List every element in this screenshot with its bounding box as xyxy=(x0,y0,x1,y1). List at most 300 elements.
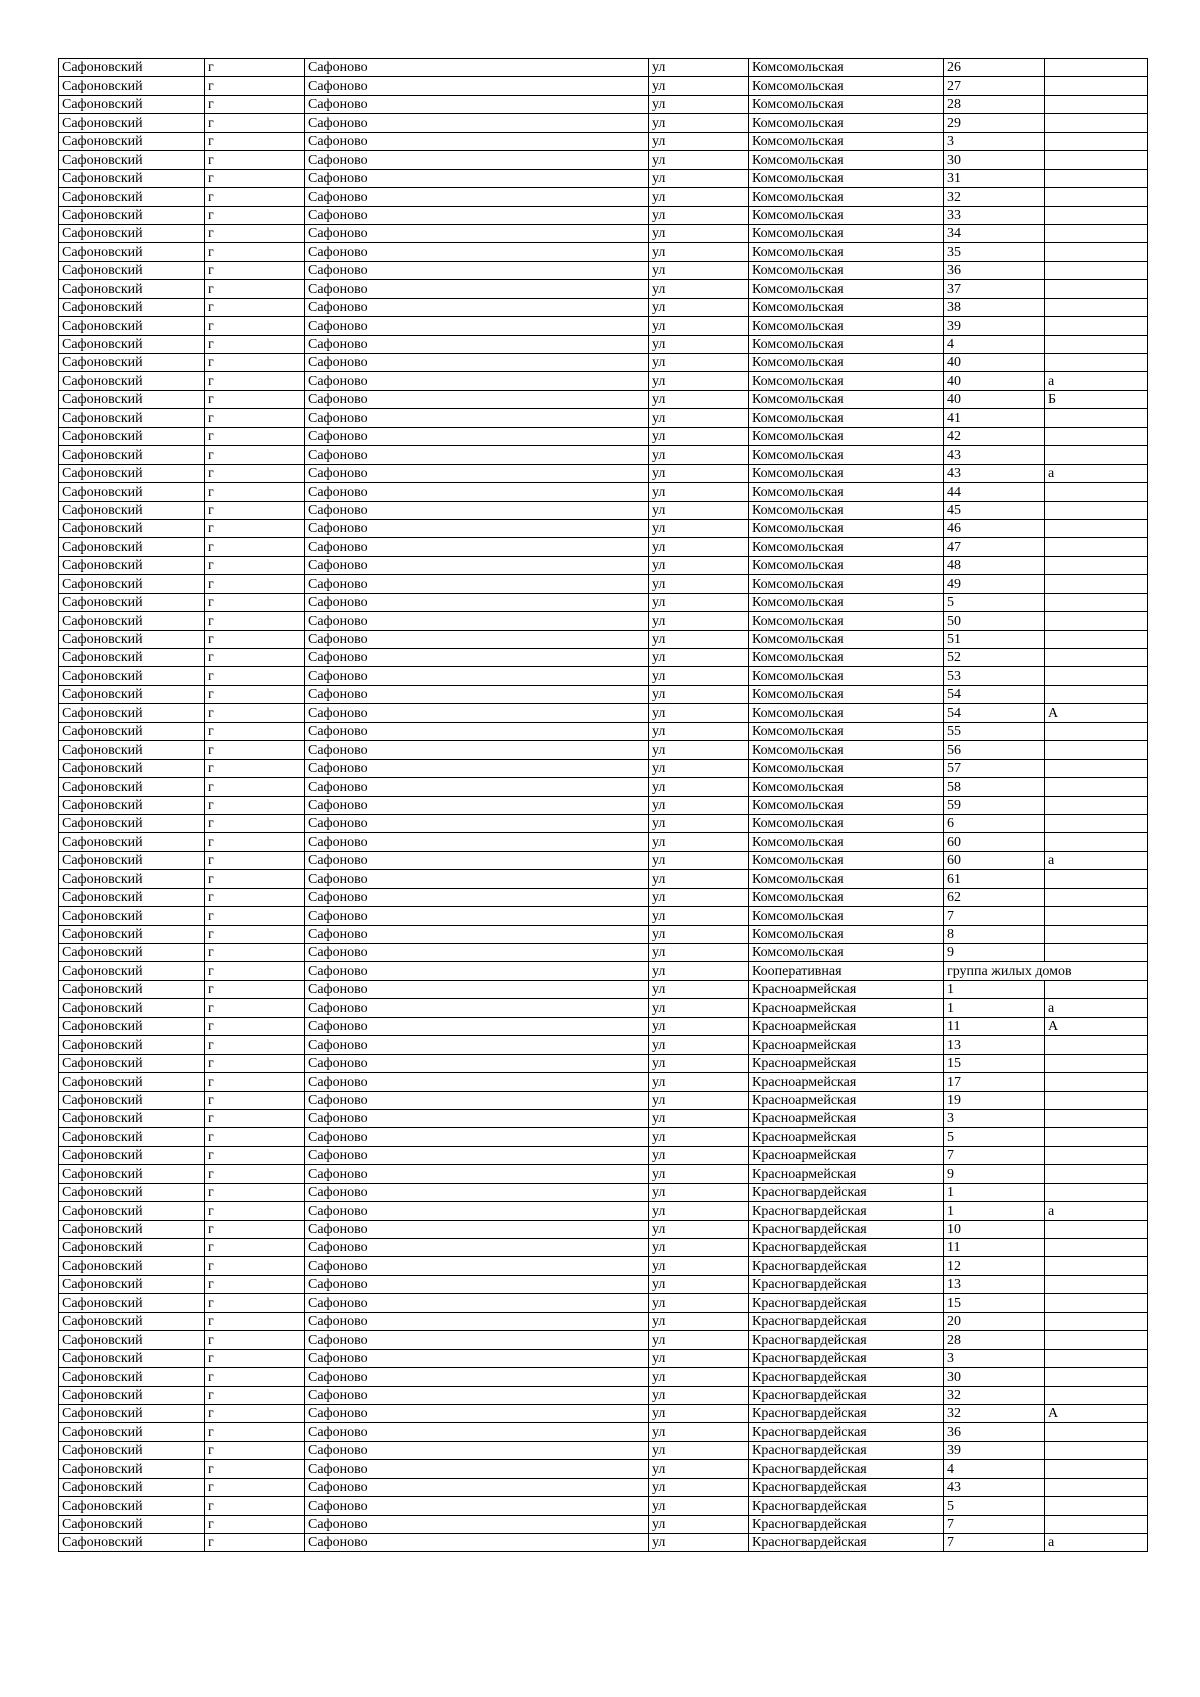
table-row xyxy=(59,483,1148,501)
settlement-type-cell: г xyxy=(205,1497,305,1515)
street-type-cell: ул xyxy=(649,280,749,298)
house-number-cell: 13 xyxy=(944,1036,1045,1054)
table-row xyxy=(59,1460,1148,1478)
street-cell: Красноармейская xyxy=(749,1146,944,1164)
street-cell: Красногвардейская xyxy=(749,1294,944,1312)
street-type-cell: ул xyxy=(649,151,749,169)
settlement-type-cell: г xyxy=(205,1404,305,1422)
settlement-cell: Сафоново xyxy=(305,317,649,335)
table-row xyxy=(59,1054,1148,1072)
street-cell: Красногвардейская xyxy=(749,1441,944,1459)
district-cell: Сафоновский xyxy=(59,151,205,169)
building-letter-cell xyxy=(1045,169,1148,187)
district-cell: Сафоновский xyxy=(59,1386,205,1404)
street-cell: Комсомольская xyxy=(749,519,944,537)
settlement-type-cell: г xyxy=(205,944,305,962)
table-row xyxy=(59,519,1148,537)
building-letter-cell xyxy=(1045,1220,1148,1238)
house-number-cell: 33 xyxy=(944,206,1045,224)
settlement-type-cell: г xyxy=(205,722,305,740)
building-letter-cell xyxy=(1045,1146,1148,1164)
table-row xyxy=(59,1257,1148,1275)
house-number-cell: 30 xyxy=(944,151,1045,169)
settlement-cell: Сафоново xyxy=(305,685,649,703)
building-letter-cell xyxy=(1045,409,1148,427)
settlement-cell: Сафоново xyxy=(305,851,649,869)
settlement-type-cell: г xyxy=(205,1515,305,1533)
street-cell: Красногвардейская xyxy=(749,1386,944,1404)
district-cell: Сафоновский xyxy=(59,1275,205,1293)
house-number-cell: 43 xyxy=(944,1478,1045,1496)
settlement-type-cell: г xyxy=(205,667,305,685)
settlement-type-cell: г xyxy=(205,114,305,132)
street-type-cell: ул xyxy=(649,483,749,501)
house-number-cell: 6 xyxy=(944,814,1045,832)
settlement-cell: Сафоново xyxy=(305,390,649,408)
street-cell: Комсомольская xyxy=(749,593,944,611)
settlement-type-cell: г xyxy=(205,685,305,703)
settlement-cell: Сафоново xyxy=(305,962,649,980)
table-row xyxy=(59,151,1148,169)
district-cell: Сафоновский xyxy=(59,1257,205,1275)
street-type-cell: ул xyxy=(649,243,749,261)
street-cell: Красногвардейская xyxy=(749,1423,944,1441)
street-cell: Комсомольская xyxy=(749,483,944,501)
street-cell: Красноармейская xyxy=(749,1036,944,1054)
street-type-cell: ул xyxy=(649,759,749,777)
building-letter-cell xyxy=(1045,944,1148,962)
street-type-cell: ул xyxy=(649,814,749,832)
settlement-type-cell: г xyxy=(205,556,305,574)
table-row xyxy=(59,224,1148,242)
street-cell: Кооперативная xyxy=(749,962,944,980)
district-cell: Сафоновский xyxy=(59,630,205,648)
district-cell: Сафоновский xyxy=(59,77,205,95)
street-type-cell: ул xyxy=(649,1109,749,1127)
street-cell: Красногвардейская xyxy=(749,1183,944,1201)
settlement-cell: Сафоново xyxy=(305,1275,649,1293)
table-row xyxy=(59,1515,1148,1533)
settlement-type-cell: г xyxy=(205,1386,305,1404)
settlement-cell: Сафоново xyxy=(305,556,649,574)
street-cell: Комсомольская xyxy=(749,132,944,150)
building-letter-cell xyxy=(1045,132,1148,150)
house-number-cell: 20 xyxy=(944,1312,1045,1330)
street-type-cell: ул xyxy=(649,556,749,574)
house-number-cell: 5 xyxy=(944,593,1045,611)
street-cell: Комсомольская xyxy=(749,188,944,206)
settlement-type-cell: г xyxy=(205,1349,305,1367)
street-cell: Комсомольская xyxy=(749,427,944,445)
street-cell: Комсомольская xyxy=(749,372,944,390)
street-cell: Красноармейская xyxy=(749,980,944,998)
table-row xyxy=(59,114,1148,132)
settlement-cell: Сафоново xyxy=(305,1091,649,1109)
table-row xyxy=(59,1404,1148,1422)
house-number-cell: 28 xyxy=(944,95,1045,113)
street-cell: Красногвардейская xyxy=(749,1515,944,1533)
street-type-cell: ул xyxy=(649,169,749,187)
table-row xyxy=(59,833,1148,851)
street-type-cell: ул xyxy=(649,1294,749,1312)
street-type-cell: ул xyxy=(649,796,749,814)
table-row xyxy=(59,446,1148,464)
building-letter-cell xyxy=(1045,685,1148,703)
street-cell: Комсомольская xyxy=(749,649,944,667)
district-cell: Сафоновский xyxy=(59,464,205,482)
settlement-cell: Сафоново xyxy=(305,1036,649,1054)
street-type-cell: ул xyxy=(649,1017,749,1035)
settlement-type-cell: г xyxy=(205,427,305,445)
table-row xyxy=(59,962,1148,980)
district-cell: Сафоновский xyxy=(59,796,205,814)
street-type-cell: ул xyxy=(649,1165,749,1183)
table-row xyxy=(59,1128,1148,1146)
street-type-cell: ул xyxy=(649,519,749,537)
street-type-cell: ул xyxy=(649,1534,749,1552)
street-cell: Красногвардейская xyxy=(749,1257,944,1275)
table-row xyxy=(59,1534,1148,1552)
settlement-type-cell: г xyxy=(205,907,305,925)
house-number-cell: 3 xyxy=(944,1109,1045,1127)
street-cell: Комсомольская xyxy=(749,833,944,851)
table-row xyxy=(59,1478,1148,1496)
district-cell: Сафоновский xyxy=(59,501,205,519)
house-number-cell: 38 xyxy=(944,298,1045,316)
settlement-cell: Сафоново xyxy=(305,1497,649,1515)
settlement-cell: Сафоново xyxy=(305,224,649,242)
street-type-cell: ул xyxy=(649,1239,749,1257)
settlement-cell: Сафоново xyxy=(305,298,649,316)
district-cell: Сафоновский xyxy=(59,593,205,611)
settlement-cell: Сафоново xyxy=(305,519,649,537)
building-letter-cell xyxy=(1045,1515,1148,1533)
settlement-cell: Сафоново xyxy=(305,372,649,390)
district-cell: Сафоновский xyxy=(59,1183,205,1201)
settlement-cell: Сафоново xyxy=(305,1183,649,1201)
settlement-cell: Сафоново xyxy=(305,667,649,685)
building-letter-cell xyxy=(1045,1497,1148,1515)
settlement-type-cell: г xyxy=(205,390,305,408)
table-row xyxy=(59,888,1148,906)
table-row xyxy=(59,704,1148,722)
settlement-type-cell: г xyxy=(205,980,305,998)
house-number-cell: 41 xyxy=(944,409,1045,427)
house-number-cell: 12 xyxy=(944,1257,1045,1275)
district-cell: Сафоновский xyxy=(59,95,205,113)
settlement-type-cell: г xyxy=(205,851,305,869)
building-letter-cell xyxy=(1045,759,1148,777)
street-cell: Комсомольская xyxy=(749,409,944,427)
street-cell: Комсомольская xyxy=(749,464,944,482)
building-letter-cell xyxy=(1045,888,1148,906)
street-cell: Комсомольская xyxy=(749,114,944,132)
street-type-cell: ул xyxy=(649,980,749,998)
district-cell: Сафоновский xyxy=(59,409,205,427)
district-cell: Сафоновский xyxy=(59,907,205,925)
house-number-cell: 11 xyxy=(944,1017,1045,1035)
settlement-cell: Сафоново xyxy=(305,722,649,740)
settlement-type-cell: г xyxy=(205,280,305,298)
settlement-type-cell: г xyxy=(205,261,305,279)
street-type-cell: ул xyxy=(649,741,749,759)
building-letter-cell xyxy=(1045,1368,1148,1386)
district-cell: Сафоновский xyxy=(59,1497,205,1515)
table-row xyxy=(59,925,1148,943)
house-number-cell: 39 xyxy=(944,1441,1045,1459)
street-cell: Комсомольская xyxy=(749,778,944,796)
house-number-cell: 19 xyxy=(944,1091,1045,1109)
building-letter-cell xyxy=(1045,1386,1148,1404)
house-number-cell: 50 xyxy=(944,612,1045,630)
settlement-cell: Сафоново xyxy=(305,870,649,888)
district-cell: Сафоновский xyxy=(59,390,205,408)
district-cell: Сафоновский xyxy=(59,519,205,537)
street-type-cell: ул xyxy=(649,870,749,888)
settlement-type-cell: г xyxy=(205,409,305,427)
settlement-cell: Сафоново xyxy=(305,538,649,556)
street-cell: Красноармейская xyxy=(749,1073,944,1091)
settlement-cell: Сафоново xyxy=(305,1202,649,1220)
house-number-cell: 17 xyxy=(944,1073,1045,1091)
district-cell: Сафоновский xyxy=(59,538,205,556)
settlement-type-cell: г xyxy=(205,464,305,482)
building-letter-cell xyxy=(1045,814,1148,832)
table-row xyxy=(59,1202,1148,1220)
settlement-cell: Сафоново xyxy=(305,1257,649,1275)
settlement-type-cell: г xyxy=(205,298,305,316)
district-cell: Сафоновский xyxy=(59,851,205,869)
house-number-cell: 60 xyxy=(944,851,1045,869)
building-letter-cell xyxy=(1045,317,1148,335)
building-letter-cell xyxy=(1045,519,1148,537)
district-cell: Сафоновский xyxy=(59,1404,205,1422)
settlement-cell: Сафоново xyxy=(305,925,649,943)
settlement-cell: Сафоново xyxy=(305,206,649,224)
house-number-cell: 35 xyxy=(944,243,1045,261)
building-letter-cell xyxy=(1045,630,1148,648)
settlement-cell: Сафоново xyxy=(305,169,649,187)
table-row xyxy=(59,1386,1148,1404)
settlement-cell: Сафоново xyxy=(305,1404,649,1422)
house-number-cell: 51 xyxy=(944,630,1045,648)
street-cell: Комсомольская xyxy=(749,335,944,353)
table-row xyxy=(59,1146,1148,1164)
table-row xyxy=(59,944,1148,962)
house-number-cell: 56 xyxy=(944,741,1045,759)
street-cell: Комсомольская xyxy=(749,151,944,169)
house-number-cell: 1 xyxy=(944,980,1045,998)
settlement-type-cell: г xyxy=(205,925,305,943)
street-cell: Комсомольская xyxy=(749,206,944,224)
street-type-cell: ул xyxy=(649,1368,749,1386)
table-row xyxy=(59,298,1148,316)
settlement-type-cell: г xyxy=(205,354,305,372)
table-row xyxy=(59,722,1148,740)
house-number-cell: 34 xyxy=(944,224,1045,242)
street-type-cell: ул xyxy=(649,667,749,685)
settlement-type-cell: г xyxy=(205,372,305,390)
table-row xyxy=(59,1312,1148,1330)
house-number-cell: 15 xyxy=(944,1054,1045,1072)
building-letter-cell xyxy=(1045,796,1148,814)
house-number-cell: 28 xyxy=(944,1331,1045,1349)
settlement-cell: Сафоново xyxy=(305,1165,649,1183)
settlement-cell: Сафоново xyxy=(305,1423,649,1441)
settlement-cell: Сафоново xyxy=(305,980,649,998)
street-cell: Комсомольская xyxy=(749,390,944,408)
district-cell: Сафоновский xyxy=(59,1460,205,1478)
building-letter-cell xyxy=(1045,483,1148,501)
house-number-cell: 7 xyxy=(944,1515,1045,1533)
building-letter-cell xyxy=(1045,870,1148,888)
street-cell: Красноармейская xyxy=(749,999,944,1017)
settlement-cell: Сафоново xyxy=(305,261,649,279)
district-cell: Сафоновский xyxy=(59,778,205,796)
street-cell: Красногвардейская xyxy=(749,1312,944,1330)
settlement-cell: Сафоново xyxy=(305,704,649,722)
table-row xyxy=(59,649,1148,667)
settlement-type-cell: г xyxy=(205,519,305,537)
street-cell: Комсомольская xyxy=(749,77,944,95)
street-type-cell: ул xyxy=(649,501,749,519)
table-row xyxy=(59,1368,1148,1386)
settlement-type-cell: г xyxy=(205,1091,305,1109)
settlement-type-cell: г xyxy=(205,95,305,113)
street-cell: Красногвардейская xyxy=(749,1497,944,1515)
building-letter-cell xyxy=(1045,556,1148,574)
house-number-cell: 53 xyxy=(944,667,1045,685)
settlement-cell: Сафоново xyxy=(305,1386,649,1404)
street-cell: Красногвардейская xyxy=(749,1534,944,1552)
settlement-type-cell: г xyxy=(205,1423,305,1441)
house-number-cell: 49 xyxy=(944,575,1045,593)
table-row xyxy=(59,354,1148,372)
building-letter-cell xyxy=(1045,1091,1148,1109)
building-letter-cell xyxy=(1045,741,1148,759)
table-row xyxy=(59,556,1148,574)
settlement-cell: Сафоново xyxy=(305,612,649,630)
building-letter-cell xyxy=(1045,224,1148,242)
settlement-type-cell: г xyxy=(205,132,305,150)
street-cell: Комсомольская xyxy=(749,538,944,556)
street-type-cell: ул xyxy=(649,317,749,335)
district-cell: Сафоновский xyxy=(59,888,205,906)
building-letter-cell: А xyxy=(1045,704,1148,722)
street-cell: Комсомольская xyxy=(749,851,944,869)
table-row xyxy=(59,169,1148,187)
settlement-cell: Сафоново xyxy=(305,354,649,372)
street-type-cell: ул xyxy=(649,1036,749,1054)
house-number-cell: 13 xyxy=(944,1275,1045,1293)
street-type-cell: ул xyxy=(649,1386,749,1404)
building-letter-cell xyxy=(1045,280,1148,298)
table-row xyxy=(59,851,1148,869)
table-row xyxy=(59,667,1148,685)
settlement-type-cell: г xyxy=(205,1239,305,1257)
settlement-type-cell: г xyxy=(205,612,305,630)
street-cell: Красногвардейская xyxy=(749,1202,944,1220)
street-cell: Комсомольская xyxy=(749,317,944,335)
settlement-cell: Сафоново xyxy=(305,593,649,611)
street-cell: Комсомольская xyxy=(749,704,944,722)
street-cell: Комсомольская xyxy=(749,224,944,242)
table-row xyxy=(59,1017,1148,1035)
district-cell: Сафоновский xyxy=(59,280,205,298)
street-type-cell: ул xyxy=(649,907,749,925)
table-row xyxy=(59,1091,1148,1109)
settlement-cell: Сафоново xyxy=(305,575,649,593)
street-type-cell: ул xyxy=(649,612,749,630)
house-number-cell: 4 xyxy=(944,335,1045,353)
building-letter-cell xyxy=(1045,1257,1148,1275)
settlement-type-cell: г xyxy=(205,501,305,519)
district-cell: Сафоновский xyxy=(59,870,205,888)
table-row xyxy=(59,1497,1148,1515)
district-cell: Сафоновский xyxy=(59,1109,205,1127)
table-row xyxy=(59,1349,1148,1367)
settlement-type-cell: г xyxy=(205,888,305,906)
settlement-type-cell: г xyxy=(205,243,305,261)
street-type-cell: ул xyxy=(649,464,749,482)
settlement-type-cell: г xyxy=(205,1331,305,1349)
house-number-cell: 3 xyxy=(944,1349,1045,1367)
settlement-type-cell: г xyxy=(205,1294,305,1312)
house-number-cell: 8 xyxy=(944,925,1045,943)
settlement-type-cell: г xyxy=(205,1275,305,1293)
settlement-cell: Сафоново xyxy=(305,649,649,667)
street-cell: Комсомольская xyxy=(749,796,944,814)
street-type-cell: ул xyxy=(649,649,749,667)
settlement-type-cell: г xyxy=(205,1257,305,1275)
table-row xyxy=(59,1423,1148,1441)
house-number-cell: 11 xyxy=(944,1239,1045,1257)
settlement-cell: Сафоново xyxy=(305,280,649,298)
street-type-cell: ул xyxy=(649,593,749,611)
building-letter-cell xyxy=(1045,1183,1148,1201)
district-cell: Сафоновский xyxy=(59,317,205,335)
district-cell: Сафоновский xyxy=(59,704,205,722)
street-cell: Комсомольская xyxy=(749,95,944,113)
street-cell: Комсомольская xyxy=(749,59,944,77)
settlement-type-cell: г xyxy=(205,1109,305,1127)
street-type-cell: ул xyxy=(649,77,749,95)
building-letter-cell xyxy=(1045,243,1148,261)
table-row xyxy=(59,1036,1148,1054)
settlement-cell: Сафоново xyxy=(305,796,649,814)
street-cell: Красноармейская xyxy=(749,1128,944,1146)
table-row xyxy=(59,593,1148,611)
table-row xyxy=(59,630,1148,648)
house-number-cell: 1 xyxy=(944,1202,1045,1220)
street-type-cell: ул xyxy=(649,95,749,113)
district-cell: Сафоновский xyxy=(59,188,205,206)
street-cell: Комсомольская xyxy=(749,667,944,685)
district-cell: Сафоновский xyxy=(59,649,205,667)
table-row xyxy=(59,1441,1148,1459)
street-cell: Комсомольская xyxy=(749,298,944,316)
house-number-cell: 30 xyxy=(944,1368,1045,1386)
settlement-cell: Сафоново xyxy=(305,1349,649,1367)
building-letter-cell xyxy=(1045,59,1148,77)
district-cell: Сафоновский xyxy=(59,962,205,980)
building-letter-cell xyxy=(1045,1073,1148,1091)
settlement-cell: Сафоново xyxy=(305,1054,649,1072)
house-number-cell: 5 xyxy=(944,1128,1045,1146)
table-row xyxy=(59,427,1148,445)
house-number-cell: 37 xyxy=(944,280,1045,298)
house-number-cell: 60 xyxy=(944,833,1045,851)
